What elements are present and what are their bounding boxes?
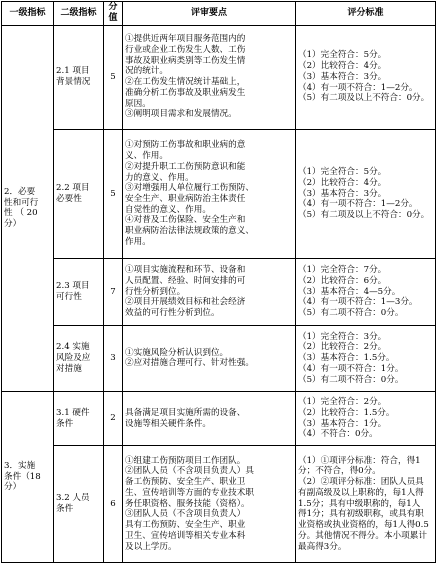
review-points-cell-line: ①对预防工伤事故和职业病的意 [125, 140, 246, 151]
scoring-criteria-cell-line: （1）完全符合：5分。 [298, 50, 387, 61]
table-row [2, 325, 436, 391]
secondary-indicator-cell-line: 对措施 [56, 363, 82, 374]
scoring-criteria-cell-line: 得1分；具有初级职称，或具有职 [298, 509, 424, 520]
header-secondary-indicator: 二级指标 [54, 2, 104, 26]
scoring-criteria-cell-line: （2）比较符合：4分。 [298, 61, 387, 72]
scoring-criteria-cell-line: 最高得3分。 [298, 541, 347, 552]
table-row [2, 259, 436, 325]
secondary-indicator-cell-line: 3.2 人员 [56, 493, 90, 504]
review-points-cell [123, 446, 296, 563]
scoring-criteria-cell-line: （2）比较符合：2分。 [298, 342, 387, 353]
scoring-criteria-cell [296, 129, 436, 258]
scoring-criteria-cell-line: （3）基本符合：1.5分。 [298, 353, 395, 364]
review-points-cell [123, 25, 296, 129]
evaluation-document [1, 1, 435, 563]
scoring-criteria-cell-line: （5）有二项不符合：0分。 [298, 374, 404, 385]
scoring-criteria-cell [296, 446, 436, 563]
secondary-indicator-cell-line: 2.2 项目 [56, 183, 90, 194]
scoring-criteria-cell-line: （2）②项评分标准：团队人员具 [298, 477, 424, 488]
scoring-criteria-cell-line: （4）有一项不符合：1分。 [298, 363, 404, 374]
table-row [2, 25, 436, 129]
review-points-cell-line: 备工伤预防、安全生产、职业卫 [125, 477, 246, 488]
review-points-cell-line: ③阐明项目需求和发展情况。 [125, 109, 237, 120]
scoring-criteria-cell-line: 分。其他情况不得分。本小项累计 [298, 530, 427, 541]
review-points-cell-line: 效益的可行性分析到位。 [125, 308, 220, 319]
evaluation-table [1, 1, 436, 563]
scoring-criteria-cell [296, 25, 436, 129]
scoring-criteria-cell-line: （3）基本符合：3分。 [298, 71, 387, 82]
scoring-criteria-cell-line: （4）有一项不符合：1—2分。 [298, 199, 418, 210]
review-points-cell [123, 129, 296, 258]
scoring-criteria-cell-line: 分；不符合，得0分。 [298, 466, 381, 477]
review-points-cell-line: ③团队人员（不含项目负责人） [125, 509, 246, 520]
score-cell: 5 [104, 25, 123, 129]
review-points-cell-line: ②在工伤发生情况统计基础上， [125, 77, 246, 88]
review-points-cell-line: 具有工伤预防、安全生产、职业 [125, 520, 246, 531]
scoring-criteria-cell-line: （3）基本符合：4—5分。 [298, 286, 401, 297]
secondary-indicator-cell [54, 325, 104, 391]
primary-indicator-cell-line: 条件（18 [4, 471, 41, 482]
secondary-indicator-cell-line: 条件 [56, 504, 74, 515]
review-points-cell-line: 原因。 [125, 98, 151, 109]
score-cell: 6 [104, 446, 123, 563]
review-points-cell-line: 行性分析到位。 [125, 286, 186, 297]
scoring-criteria-cell-line: 有副高级及以上职称的，每1人得 [298, 487, 424, 498]
secondary-indicator-cell-line: 2.3 项目 [56, 281, 90, 292]
scoring-criteria-cell-line: （1）完全符合：5分。 [298, 167, 387, 178]
primary-indicator-cell [2, 392, 54, 563]
review-points-cell-line: 作用。 [125, 236, 151, 247]
review-points-cell-line: ④对普及工伤保险、安全生产和 [125, 215, 246, 226]
scoring-criteria-cell-line: （3）基本符合：3分。 [298, 188, 387, 199]
review-points-cell-line: 职业病防治法律法规政策的意义、 [125, 226, 254, 237]
scoring-criteria-cell [296, 392, 436, 446]
header-row [2, 2, 436, 26]
table-row [2, 446, 436, 563]
scoring-criteria-cell-line: （4）有一项不符合：1—2分。 [298, 82, 418, 93]
secondary-indicator-cell [54, 25, 104, 129]
scoring-criteria-cell [296, 325, 436, 391]
scoring-criteria-cell-line: （2）比较符合：4分。 [298, 177, 387, 188]
review-points-cell-line: ①组建工伤预防项目工作团队。 [125, 455, 246, 466]
score-cell: 7 [104, 259, 123, 325]
review-points-cell [123, 259, 296, 325]
review-points-cell-line: ②团队人员（不含项目负责人）具 [125, 466, 254, 477]
review-points-cell-line: 自觉性的意义、作用。 [125, 204, 211, 215]
table-row [2, 392, 436, 446]
table-row [2, 129, 436, 258]
review-points-cell-line: 人员配置、经验、时间安排的可 [125, 275, 246, 286]
review-points-cell-line: 义、作用。 [125, 151, 168, 162]
scoring-criteria-cell-line: 1.5分；具有中级职称的，每1人 [298, 498, 421, 509]
header-scoring-criteria: 评分标准 [296, 2, 436, 26]
scoring-criteria-cell-line: （5）有二项不符合：0分。 [298, 308, 404, 319]
review-points-cell-line: 力的意义、作用。 [125, 172, 194, 183]
secondary-indicator-cell-line: 风险及应 [56, 353, 91, 364]
scoring-criteria-cell-line: （3）基本符合：1分。 [298, 418, 387, 429]
scoring-criteria-cell-line: （2）比较符合：1.5分。 [298, 407, 395, 418]
primary-indicator-cell [2, 25, 54, 392]
primary-indicator-cell-line: 性和可行 [4, 197, 39, 208]
review-points-cell-line: ①项目实施流程和环节、设备和 [125, 265, 246, 276]
primary-indicator-cell-line: 2．必要 [4, 186, 36, 197]
review-points-cell-line: 及以上学历。 [125, 541, 177, 552]
scoring-criteria-cell-line: （1）①项评分标准：符合，得1 [298, 455, 421, 466]
primary-indicator-cell-line: 3．实施 [4, 460, 36, 471]
header-score: 分值 [104, 2, 123, 26]
review-points-cell-line: 务任职资格、服务技能（资格）。 [125, 498, 250, 509]
review-points-cell-line: 行业或企业工伤发生人数、工伤 [125, 44, 246, 55]
review-points-cell [123, 392, 296, 446]
review-points-cell [123, 325, 296, 391]
review-points-cell-line: ①提供近两年项目服务范围内的 [125, 34, 246, 45]
review-points-cell-line: ②应对措施合理可行、针对性强。 [125, 358, 254, 369]
secondary-indicator-cell [54, 259, 104, 325]
secondary-indicator-cell [54, 392, 104, 446]
review-points-cell-line: 具备满足项目实施所需的设备、 [125, 407, 246, 418]
review-points-cell-line: 安全生产、职业病防治主体责任 [125, 193, 246, 204]
secondary-indicator-cell-line: 2.4 实施 [56, 342, 90, 353]
secondary-indicator-cell-line: 可行性 [56, 291, 82, 302]
review-points-cell-line: ②对提升职工工伤预防意识和能 [125, 161, 246, 172]
review-points-cell-line: ①实施风险分析认识到位。 [125, 347, 229, 358]
secondary-indicator-cell-line: 必要性 [56, 193, 82, 204]
scoring-criteria-cell-line: （5）有二项及以上不符合：0分。 [298, 93, 430, 104]
secondary-indicator-cell [54, 446, 104, 563]
primary-indicator-cell-line: 分） [4, 482, 22, 493]
scoring-criteria-cell-line: （1）完全符合：2分。 [298, 397, 387, 408]
secondary-indicator-cell-line: 3.1 硬件 [56, 407, 90, 418]
score-cell: 5 [104, 129, 123, 258]
secondary-indicator-cell-line: 2.1 项目 [56, 66, 90, 77]
header-primary-indicator: 一级指标 [2, 2, 54, 26]
scoring-criteria-cell-line: （1）完全符合：3分。 [298, 331, 387, 342]
secondary-indicator-cell-line: 条件 [56, 418, 74, 429]
scoring-criteria-cell [296, 259, 436, 325]
scoring-criteria-cell-line: （4）有一项不符合：1—3分。 [298, 297, 418, 308]
scoring-criteria-cell-line: （2）比较符合：6分。 [298, 275, 387, 286]
score-cell: 2 [104, 392, 123, 446]
review-points-cell-line: ③对增强用人单位履行工伤预防、 [125, 183, 254, 194]
review-points-cell-line: ②项目开展绩效目标和社会经济 [125, 297, 246, 308]
scoring-criteria-cell-line: 业资格或执业资格的，每1人得0.5 [298, 520, 429, 531]
review-points-cell-line: 生、宣传培训等方面的专业技术职 [125, 487, 254, 498]
scoring-criteria-cell-line: （1）完全符合：7分。 [298, 265, 387, 276]
review-points-cell-line: 卫生、宣传培训等相关专业本科 [125, 530, 246, 541]
secondary-indicator-cell [54, 129, 104, 258]
scoring-criteria-cell-line: （4）不符合：0分。 [298, 429, 378, 440]
primary-indicator-cell-line: 分） [4, 219, 22, 230]
header-review-points: 评审要点 [123, 2, 296, 26]
secondary-indicator-cell-line: 背景情况 [56, 77, 91, 88]
review-points-cell-line: 设施等相关硬件条件。 [125, 418, 211, 429]
score-cell: 3 [104, 325, 123, 391]
review-points-cell-line: 事故及职业病类别等工伤发生情 [125, 55, 246, 66]
review-points-cell-line: 况的统计。 [125, 66, 168, 77]
review-points-cell-line: 准确分析工伤事故及职业病发生 [125, 87, 246, 98]
scoring-criteria-cell-line: （5）有二项及以上不符合：0分。 [298, 210, 430, 221]
primary-indicator-cell-line: 性 （ 20 [4, 208, 38, 219]
